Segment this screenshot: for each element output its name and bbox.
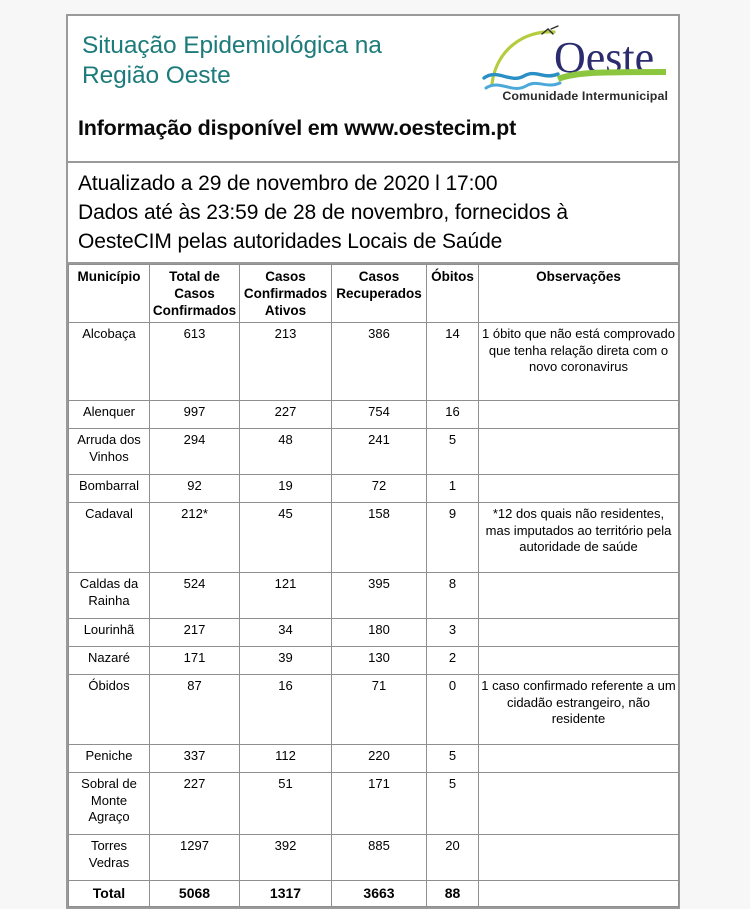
column-header-casos-ativos: [240, 265, 332, 323]
cell-total-confirmados: 212*: [150, 503, 240, 573]
cell-total-confirmados: 171: [150, 647, 240, 675]
cell-municipio: Alenquer: [69, 401, 150, 429]
cell-casos-ativos: 34: [240, 619, 332, 647]
cell-casos-ativos-sum: 1317: [240, 881, 332, 907]
cell-casos-recuperados: 180: [332, 619, 427, 647]
cell-observacoes: 1 caso confirmado referente a um cidadão estrangeiro, não residente: [479, 675, 679, 745]
cell-observacoes: [479, 647, 679, 675]
cell-casos-recuperados: 395: [332, 573, 427, 619]
cell-obitos: 1: [427, 475, 479, 503]
cell-casos-ativos: 121: [240, 573, 332, 619]
cell-total-confirmados: 92: [150, 475, 240, 503]
cell-casos-recuperados: 72: [332, 475, 427, 503]
table-row: [69, 401, 679, 429]
column-header-obitos: [427, 265, 479, 323]
cell-casos-recuperados: 220: [332, 745, 427, 773]
col-ativos-l2: Confirmados: [243, 286, 328, 301]
cell-obitos: 2: [427, 647, 479, 675]
cell-casos-ativos: 213: [240, 323, 332, 401]
col-ativos-l3: Ativos: [264, 303, 307, 318]
cell-municipio: Óbidos: [69, 675, 150, 745]
cell-municipio: Bombarral: [69, 475, 150, 503]
cell-observacoes: [479, 619, 679, 647]
table-row: [69, 573, 679, 619]
cell-municipio: Peniche: [69, 745, 150, 773]
cell-casos-ativos: 227: [240, 401, 332, 429]
cell-municipio: Lourinhã: [69, 619, 150, 647]
cell-casos-ativos: 19: [240, 475, 332, 503]
report-header: [68, 16, 678, 163]
cell-casos-recuperados: 158: [332, 503, 427, 573]
table-row: [69, 503, 679, 573]
cell-obitos: 0: [427, 675, 479, 745]
cell-observacoes: [479, 429, 679, 475]
cell-obitos-sum: 88: [427, 881, 479, 907]
page-title-line-2: Região Oeste: [82, 62, 231, 89]
cell-obitos: 9: [427, 503, 479, 573]
table-row: [69, 475, 679, 503]
cell-obitos: 5: [427, 429, 479, 475]
table-row: [69, 835, 679, 881]
cell-total-confirmados: 217: [150, 619, 240, 647]
cell-observacoes: [479, 401, 679, 429]
cell-casos-recuperados: 171: [332, 773, 427, 835]
cell-municipio: Arruda dos Vinhos: [69, 429, 150, 475]
table-row: [69, 647, 679, 675]
cell-casos-recuperados: 885: [332, 835, 427, 881]
column-header-municipio-l1: Município: [77, 269, 141, 284]
col-total-l1: Total de: [169, 269, 220, 284]
cell-observacoes: [479, 835, 679, 881]
website-subtitle: Informação disponível em www.oestecim.pt: [78, 116, 517, 140]
cell-casos-ativos: 45: [240, 503, 332, 573]
cell-total-label: Total: [69, 881, 150, 907]
col-recup-l2: Recuperados: [336, 286, 422, 301]
cell-observacoes: [479, 573, 679, 619]
cell-municipio: Nazaré: [69, 647, 150, 675]
col-total-l2: Casos: [174, 286, 215, 301]
cell-casos-ativos: 39: [240, 647, 332, 675]
cell-total-confirmados: 87: [150, 675, 240, 745]
table-row: [69, 773, 679, 835]
update-timestamp: Atualizado a 29 de novembro de 2020 l 17:00: [78, 172, 498, 195]
cell-municipio: Alcobaça: [69, 323, 150, 401]
cell-obitos: 14: [427, 323, 479, 401]
cell-obitos: 8: [427, 573, 479, 619]
update-data-source-line-1: Dados até às 23:59 de 28 de novembro, fornecidos à: [78, 201, 568, 224]
table-row: [69, 675, 679, 745]
cell-total-confirmados: 524: [150, 573, 240, 619]
column-header-municipio: [69, 265, 150, 323]
update-info-band: [68, 163, 678, 264]
cell-casos-recuperados-sum: 3663: [332, 881, 427, 907]
table-row: [69, 323, 679, 401]
cell-municipio: Torres Vedras: [69, 835, 150, 881]
cell-observacoes: *12 dos quais não residentes, mas imputados ao território pela autoridade de saúde: [479, 503, 679, 573]
cell-casos-ativos: 51: [240, 773, 332, 835]
table-body: [69, 323, 679, 907]
page-title: [82, 31, 502, 91]
cell-casos-ativos: 112: [240, 745, 332, 773]
cell-total-confirmados: 337: [150, 745, 240, 773]
cell-observacoes: [479, 773, 679, 835]
col-obitos-l1: Óbitos: [431, 269, 474, 284]
cell-casos-recuperados: 386: [332, 323, 427, 401]
cell-obitos: 20: [427, 835, 479, 881]
table-row: [69, 745, 679, 773]
column-header-casos-recuperados: [332, 265, 427, 323]
column-header-observacoes: [479, 265, 679, 323]
column-header-total-confirmados: [150, 265, 240, 323]
table-header-row: [69, 265, 679, 323]
cell-total-confirmados: 1297: [150, 835, 240, 881]
col-ativos-l1: Casos: [265, 269, 306, 284]
cell-obitos: 5: [427, 745, 479, 773]
cell-observacoes: [479, 745, 679, 773]
cell-casos-recuperados: 130: [332, 647, 427, 675]
cell-total-confirmados: 227: [150, 773, 240, 835]
cell-casos-recuperados: 71: [332, 675, 427, 745]
cell-obitos: 5: [427, 773, 479, 835]
cell-observacoes: [479, 475, 679, 503]
cell-casos-ativos: 392: [240, 835, 332, 881]
cell-total-confirmados: 613: [150, 323, 240, 401]
cell-total-confirmados: 294: [150, 429, 240, 475]
svg-text:Oeste: Oeste: [554, 33, 655, 82]
cell-municipio: Cadaval: [69, 503, 150, 573]
table-totals-row: [69, 881, 679, 907]
epidemiological-data-table: [68, 264, 679, 907]
cell-municipio: Sobral de Monte Agraço: [69, 773, 150, 835]
cell-casos-ativos: 16: [240, 675, 332, 745]
col-total-l3: Confirmados: [152, 303, 237, 318]
report-card: [66, 14, 680, 909]
col-recup-l1: Casos: [358, 269, 400, 284]
cell-total-confirmados-sum: 5068: [150, 881, 240, 907]
oeste-cim-logo: [480, 22, 670, 108]
table-row: [69, 429, 679, 475]
cell-casos-recuperados: 754: [332, 401, 427, 429]
update-data-source-line-2: OesteCIM pelas autoridades Locais de Saúde: [78, 230, 503, 253]
cell-casos-recuperados: 241: [332, 429, 427, 475]
cell-observacoes-total: [479, 881, 679, 907]
cell-observacoes: 1 óbito que não está comprovado que tenha relação direta com o novo coronavirus: [479, 323, 679, 401]
page-title-line-1: Situação Epidemiológica na: [82, 32, 382, 59]
cell-obitos: 3: [427, 619, 479, 647]
table-header: [69, 265, 679, 323]
col-obs-l1: Observações: [536, 269, 621, 284]
cell-total-confirmados: 997: [150, 401, 240, 429]
cell-obitos: 16: [427, 401, 479, 429]
cell-municipio: Caldas da Rainha: [69, 573, 150, 619]
cell-casos-ativos: 48: [240, 429, 332, 475]
table-row: [69, 619, 679, 647]
svg-text:Comunidade Intermunicipal: Comunidade Intermunicipal: [502, 89, 668, 103]
